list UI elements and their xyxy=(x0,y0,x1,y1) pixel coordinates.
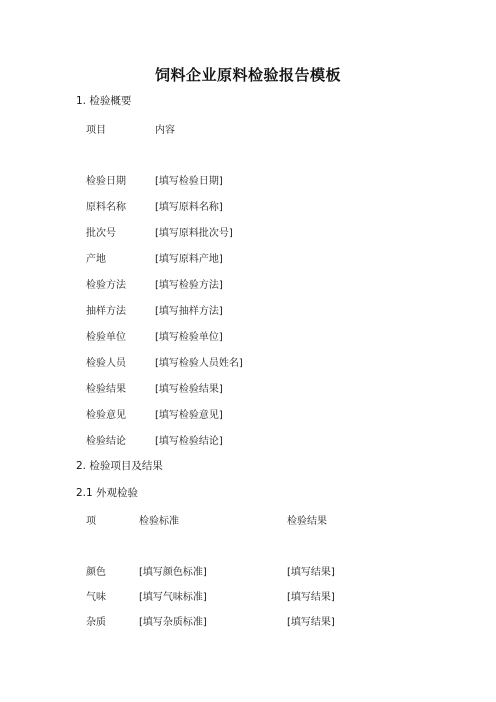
section-1-heading: 1. 检验概要 xyxy=(76,95,132,107)
overview-row-label: 检验方法 xyxy=(86,280,126,291)
overview-row-value: [填写检验结论] xyxy=(155,436,223,447)
overview-row-label: 原料名称 xyxy=(86,202,126,213)
overview-row-value: [填写原料批次号] xyxy=(155,228,233,239)
appearance-row-item: 颜色 xyxy=(86,567,106,578)
overview-row-label: 批次号 xyxy=(86,228,116,239)
document-title: 饲料企业原料检验报告模板 xyxy=(154,66,341,84)
appearance-header-result: 检验结果 xyxy=(287,516,327,527)
overview-row-label: 检验结论 xyxy=(86,436,126,447)
appearance-row-item: 气味 xyxy=(86,592,106,603)
appearance-header-item: 项 xyxy=(86,516,96,527)
overview-row-value: [填写检验方法] xyxy=(155,280,223,291)
overview-row-value: [填写检验结果] xyxy=(155,384,223,395)
appearance-row-result: [填写结果] xyxy=(287,617,335,628)
overview-header-content: 内容 xyxy=(155,125,175,136)
overview-row-label: 产地 xyxy=(86,254,106,265)
appearance-row-standard: [填写颜色标准] xyxy=(139,567,207,578)
overview-row-value: [填写原料产地] xyxy=(155,254,223,265)
section-2-heading: 2. 检验项目及结果 xyxy=(76,460,163,472)
appearance-row-standard: [填写气味标准] xyxy=(139,592,207,603)
overview-row-value: [填写抽样方法] xyxy=(155,306,223,317)
appearance-row-result: [填写结果] xyxy=(287,567,335,578)
overview-header-item: 项目 xyxy=(86,125,106,136)
overview-row-label: 检验结果 xyxy=(86,384,126,395)
overview-row-value: [填写检验单位] xyxy=(155,332,223,343)
appearance-row-item: 杂质 xyxy=(86,617,106,628)
overview-row-value: [填写原料名称] xyxy=(155,202,223,213)
subsection-2-1-heading: 2.1 外观检验 xyxy=(76,487,139,499)
overview-row-label: 检验意见 xyxy=(86,410,126,421)
appearance-row-standard: [填写杂质标准] xyxy=(139,617,207,628)
overview-row-label: 检验单位 xyxy=(86,332,126,343)
overview-row-value: [填写检验人员姓名] xyxy=(155,358,243,369)
overview-row-value: [填写检验日期] xyxy=(155,176,223,187)
overview-row-label: 检验日期 xyxy=(86,176,126,187)
overview-row-label: 抽样方法 xyxy=(86,306,126,317)
appearance-row-result: [填写结果] xyxy=(287,592,335,603)
overview-row-label: 检验人员 xyxy=(86,358,126,369)
overview-row-value: [填写检验意见] xyxy=(155,410,223,421)
appearance-header-standard: 检验标准 xyxy=(139,516,179,527)
